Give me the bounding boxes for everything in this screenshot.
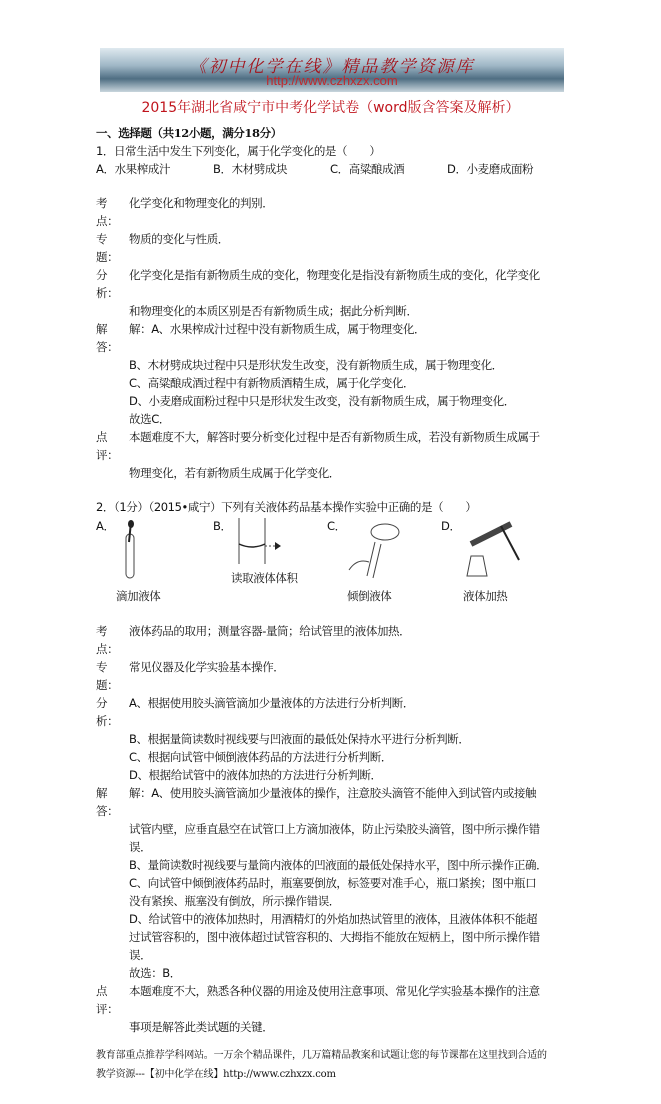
q2-fenxi-line: C、根据向试管中倾倒液体药品的方法进行分析判断． bbox=[129, 750, 392, 764]
heating-test-tube-illustration bbox=[461, 520, 526, 580]
q2-jieda-line: 误． bbox=[129, 948, 152, 962]
q1-jieda-line: C、高粱酿成酒过程中有新物质酒精生成，属于化学变化． bbox=[129, 376, 415, 390]
q1-fenxi: 分析： 化学变化是指有新物质生成的变化，物理变化是指没有新物质生成的变化，化学变化 bbox=[96, 268, 540, 300]
question-2-analysis bbox=[96, 622, 578, 1036]
q2-jieda-line: 试管内壁，应垂直悬空在试管口上方滴加液体，防止污染胶头滴管，图中所示操作错 bbox=[129, 822, 540, 836]
q2-jieda-line: D、给试管中的液体加热时，用酒精灯的外焰加热试管里的液体，且液体体积不能超 bbox=[129, 912, 538, 926]
q2-jieda: 解答： 解：A、使用胶头滴管滴加少量液体的操作，注意胶头滴管不能伸入到试管内或接触 bbox=[96, 786, 537, 818]
pouring-liquid-illustration bbox=[347, 520, 407, 580]
q2-kaodian: 考点： 液体药品的取用；测量容器-量筒；给试管里的液体加热． bbox=[96, 624, 411, 656]
q1-option-a: A．水果榨成汁 bbox=[96, 162, 171, 176]
q2-dianping-line: 事项是解答此类试题的关键． bbox=[129, 1020, 274, 1034]
q1-fenxi-line: 和物理变化的本质区别是否有新物质生成；据此分析判断． bbox=[129, 304, 418, 318]
q1-jieda-line: 故选C． bbox=[129, 412, 170, 426]
q2-option-d: D． 液体加热 bbox=[441, 518, 558, 610]
q1-dianping: 点评： 本题难度不大，解答时要分析变化过程中是否有新物质生成，若没有新物质生成属于 bbox=[96, 430, 540, 462]
footer-line-2[interactable]: 教学资源---【初中化学在线】http://www.czhxzx.com bbox=[96, 1069, 336, 1080]
document-column bbox=[96, 0, 578, 1104]
banner-title: 《初中化学在线》精品教学资源库 bbox=[189, 57, 475, 77]
q2-zhuanti: 专题： 常见仪器及化学实验基本操作． bbox=[96, 660, 285, 692]
q2-option-c: C． 倾倒液体 bbox=[327, 518, 444, 610]
q2-fenxi-line: B、根据量筒读数时视线要与凹液面的最低处保持水平进行分析判断． bbox=[129, 732, 470, 746]
banner-url[interactable]: http://www.czhxzx.com bbox=[266, 73, 398, 88]
q2-figures bbox=[96, 518, 566, 610]
q1-kaodian: 考点： 化学变化和物理变化的判别． bbox=[96, 196, 274, 228]
dropper-test-tube-illustration bbox=[118, 520, 148, 580]
q1-jieda-line: D、小麦磨成面粉过程中只是形状发生改变，没有新物质生成，属于物理变化． bbox=[129, 394, 515, 408]
q2-option-a: A． 滴加液体 bbox=[96, 519, 161, 603]
footer-line-1: 教育部重点推荐学科网站。一万余个精品课件，几万篇精品教案和试题让您的每节课都在这里找到合适的 bbox=[96, 1050, 547, 1061]
q2-fenxi-line: D、根据给试管中的液体加热的方法进行分析判断． bbox=[129, 768, 382, 782]
q2-jieda-line: B、量筒读数时视线要与量筒内液体的凹液面的最低处保持水平，图中所示操作正确． bbox=[129, 858, 548, 872]
section-heading: 一、选择题（共12小题，满分18分） bbox=[96, 126, 282, 140]
q1-jieda-line: B、木材劈成块过程中只是形状发生改变，没有新物质生成，属于物理变化． bbox=[129, 358, 503, 372]
q2-jieda-line: 误． bbox=[129, 840, 152, 854]
document-title: 2015年湖北省咸宁市中考化学试卷（word版含答案及解析） bbox=[141, 100, 520, 116]
q2-stem: 2．（1分）（2015•咸宁）下列有关液体药品基本操作实验中正确的是（ ） bbox=[96, 500, 477, 514]
footer bbox=[96, 1046, 578, 1084]
graduated-cylinder-illustration bbox=[235, 518, 285, 566]
q2-fenxi: 分析： A、根据使用胶头滴管滴加少量液体的方法进行分析判断． bbox=[96, 696, 414, 728]
q2-jieda-line: C、向试管中倾倒液体药品时，瓶塞要倒放，标签要对准手心，瓶口紧挨；图中瓶口 bbox=[129, 876, 537, 890]
q1-option-b: B．木材劈成块 bbox=[213, 162, 288, 176]
q1-stem: 1．日常生活中发生下列变化，属于化学变化的是（ ） bbox=[96, 144, 381, 158]
q1-jieda: 解答： 解：A、水果榨成汁过程中没有新物质生成，属于物理变化． bbox=[96, 322, 426, 354]
q2-dianping: 点评： 本题难度不大，熟悉各种仪器的用途及使用注意事项、常见化学实验基本操作的注意 bbox=[96, 984, 540, 1016]
q2-jieda-line: 过试管容积的，图中液体超过试管容积的、大拇指不能放在短柄上，图中所示操作错 bbox=[129, 930, 540, 944]
header-banner bbox=[100, 48, 564, 92]
q1-dianping-line: 物理变化，若有新物质生成属于化学变化． bbox=[129, 466, 340, 480]
q1-zhuanti: 专题： 物质的变化与性质． bbox=[96, 232, 229, 264]
question-1-block bbox=[96, 124, 578, 482]
q2-option-b: B． 读取液体体积 bbox=[213, 519, 298, 585]
q2-jieda-line: 故选：B． bbox=[129, 966, 181, 980]
q1-option-c: C．高粱酿成酒 bbox=[330, 162, 405, 176]
q1-option-d: D．小麦磨成面粉 bbox=[447, 162, 534, 176]
q2-jieda-line: 没有紧挨、瓶塞没有倒放，所示操作错误． bbox=[129, 894, 340, 908]
q1-options bbox=[96, 160, 578, 178]
